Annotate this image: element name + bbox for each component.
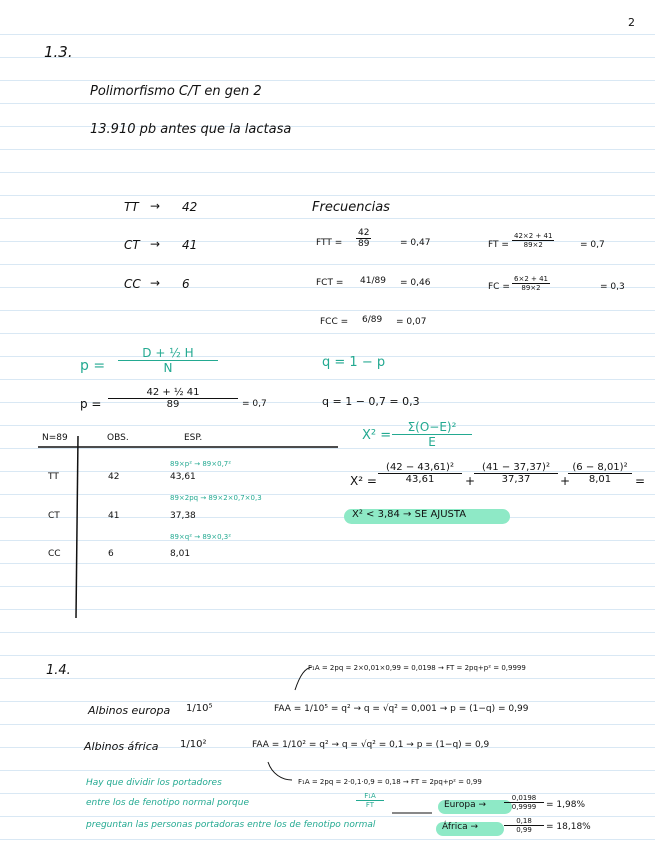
- ratio-den: FT: [365, 801, 375, 809]
- albinos-europa-label: Albinos europa: [88, 704, 171, 717]
- row-obs: 6: [108, 549, 114, 559]
- africa-result-num: 0,18: [504, 817, 544, 826]
- freq-c-den: 89×2: [521, 284, 541, 292]
- row-genotype: CC: [48, 549, 61, 559]
- freq-tt-result: = 0,47: [400, 238, 431, 248]
- plus-sign: +: [465, 474, 476, 488]
- ratio-fraction: [356, 792, 384, 809]
- freq-c-num: 6×2 + 41: [514, 275, 548, 283]
- equals-sign: =: [635, 474, 646, 488]
- frequencies-title: Frecuencias: [312, 200, 390, 215]
- count-cc-genotype: CC: [124, 277, 141, 291]
- row-genotype: CT: [48, 511, 60, 521]
- q-formula: q = 1 − p: [322, 355, 386, 370]
- albinos-africa-label: Albinos áfrica: [84, 740, 159, 753]
- freq-ct-fraction: 41/89: [360, 276, 386, 286]
- table-header-obs: OBS.: [107, 433, 129, 443]
- albinos-africa-frac: 1/10²: [180, 739, 207, 750]
- freq-cc-result: = 0,07: [396, 317, 427, 327]
- europa-result-fraction: [504, 794, 544, 811]
- row-obs: 42: [108, 472, 120, 482]
- arrow-icon: →: [150, 276, 161, 290]
- arrow-icon: →: [150, 237, 161, 251]
- freq-t-num: 42×2 + 41: [514, 232, 553, 240]
- freq-ct-result: = 0,46: [400, 278, 431, 288]
- europa-carrier-line: F₁A = 2pq = 2×0,01×0,99 = 0,0198 → FT = 2pq+p² = 0,9999: [308, 664, 526, 672]
- p-calc-num: 42 + ½ 41: [108, 387, 238, 399]
- africa-result-label: África →: [442, 822, 479, 832]
- chi-term-1-den: 43,61: [405, 474, 435, 485]
- freq-cc-label: FCC =: [320, 317, 349, 327]
- row-note: 89×2pq → 89×2×0,7×0,3: [170, 494, 262, 502]
- freq-tt-den: 89: [358, 239, 370, 249]
- p-calc-label: p =: [80, 397, 102, 411]
- row-esp: 43,61: [170, 472, 196, 482]
- table-header-esp: ESP.: [184, 433, 203, 443]
- freq-t-label: FT =: [488, 240, 509, 250]
- row-esp: 8,01: [170, 549, 191, 559]
- chi-term-3-den: 8,01: [588, 474, 612, 485]
- row-obs: 41: [108, 511, 120, 521]
- row-genotype: TT: [48, 472, 59, 482]
- arrow-icon: →: [150, 199, 161, 213]
- note-line-3: preguntan las personas portadoras entre los de fenotipo normal: [86, 820, 376, 830]
- freq-tt-label: FTT =: [316, 238, 343, 248]
- albinos-africa-calc: FAA = 1/10² = q² → q = √q² = 0,1 → p = (1−q) = 0,9: [252, 740, 490, 750]
- freq-t-result: = 0,7: [580, 240, 605, 250]
- ratio-num: F₁A: [356, 792, 384, 801]
- plus-sign: +: [560, 474, 571, 488]
- note-line-2: entre los de fenotipo normal porque: [86, 798, 249, 808]
- p-formula-num: D + ½ H: [118, 346, 218, 361]
- africa-result-den: 0,99: [516, 826, 532, 834]
- chi-term-2-num: (41 − 37,37)²: [474, 462, 558, 474]
- europa-result-den: 0,9999: [511, 803, 537, 811]
- chi-term-1-num: (42 − 43,61)²: [378, 462, 462, 474]
- row-note: 89×q² → 89×0,3²: [170, 533, 232, 541]
- p-formula-den: N: [163, 361, 173, 375]
- section-heading-1-3: 1.3.: [44, 43, 73, 61]
- chi-formula-num: Σ(O−E)²: [392, 420, 472, 435]
- freq-cc-fraction: 6/89: [362, 315, 383, 325]
- q-calc: q = 1 − 0,7 = 0,3: [322, 395, 420, 408]
- count-tt-genotype: TT: [124, 200, 139, 214]
- europa-result-num: 0,0198: [504, 794, 544, 803]
- albinos-europa-calc: FAA = 1/10⁵ = q² → q = √q² = 0,001 → p = (1−q) = 0,99: [274, 704, 529, 714]
- page-number: 2: [628, 16, 635, 29]
- row-esp: 37,38: [170, 511, 196, 521]
- europa-result-label: Europa →: [444, 800, 487, 810]
- polymorphism-line: Polimorfismo C/T en gen 2: [90, 84, 262, 99]
- albinos-europa-frac: 1/10⁵: [186, 703, 213, 714]
- chi-result: X² < 3,84 → SE AJUSTA: [352, 509, 467, 520]
- africa-result-value: = 18,18%: [546, 822, 591, 832]
- note-line-1: Hay que dividir los portadores: [86, 778, 222, 788]
- section-heading-1-4: 1.4.: [46, 663, 71, 678]
- freq-tt-num: 42: [358, 228, 370, 238]
- count-ct-genotype: CT: [124, 238, 140, 252]
- chi-term-2-den: 37,37: [501, 474, 531, 485]
- row-note: 89×p² → 89×0,7²: [170, 460, 232, 468]
- freq-c-result: = 0,3: [600, 282, 625, 292]
- chi-formula-den: E: [428, 435, 436, 449]
- p-calc-den: 89: [166, 399, 180, 410]
- africa-carrier-line: F₁A = 2pq = 2·0,1·0,9 = 0,18 → FT = 2pq+p² = 0,99: [298, 778, 482, 786]
- africa-result-fraction: [504, 817, 544, 834]
- freq-ct-label: FCT =: [316, 278, 344, 288]
- chi-term-3-num: (6 − 8,01)²: [568, 462, 632, 474]
- chi-calc-label: X² =: [350, 474, 377, 488]
- p-formula-label: p =: [80, 358, 106, 374]
- table-header-n: N=89: [42, 433, 68, 443]
- count-tt-value: 42: [182, 200, 198, 214]
- count-cc-value: 6: [182, 277, 190, 291]
- chi-formula-label: X² =: [362, 428, 392, 443]
- p-calc-result: = 0,7: [242, 399, 267, 409]
- count-ct-value: 41: [182, 238, 198, 252]
- lactase-line: 13.910 pb antes que la lactasa: [90, 122, 292, 137]
- freq-t-den: 89×2: [523, 241, 543, 249]
- freq-c-label: FC =: [488, 282, 510, 292]
- europa-result-value: = 1,98%: [546, 800, 585, 810]
